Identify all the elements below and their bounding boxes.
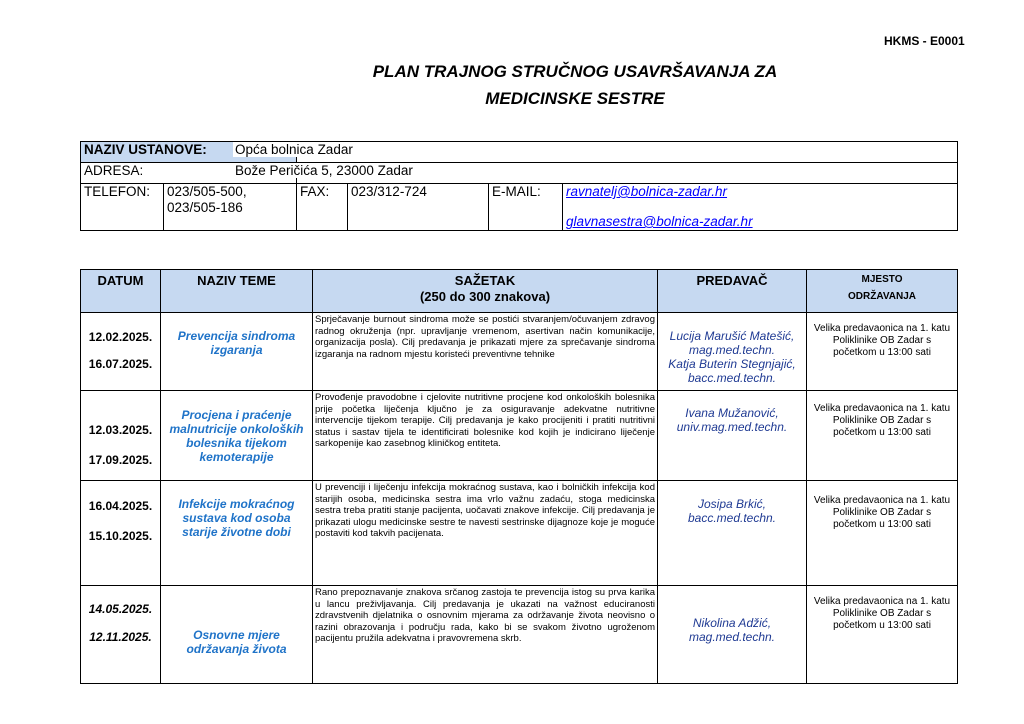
institution-table bbox=[80, 141, 958, 231]
row-dates: 12.02.2025. 16.07.2025. bbox=[81, 313, 161, 391]
row-lecturer: Ivana Mužanović, univ.mag.med.techn. bbox=[658, 391, 807, 481]
document-title-line2: MEDICINSKE SESTRE bbox=[485, 89, 665, 108]
table-row bbox=[81, 313, 958, 391]
row-topic: Osnovne mjere održavanja života bbox=[161, 586, 313, 684]
email-link-director[interactable]: ravnatelj@bolnica-zadar.hr bbox=[566, 184, 728, 199]
row-summary: Sprječavanje burnout sindroma može se postići stvaranjem/očuvanjem zdravog radnog okruženja (npr. upravljanje vremenom, asertivan način komunikacije, organizacija posla). Cilj predavanja je prikazati mjere za sprečavanje sindroma izgaranja na radnom mjestu koristeći preventivne tehnike bbox=[313, 313, 658, 391]
header-date: DATUM bbox=[81, 270, 161, 313]
header-lecturer: PREDAVAČ bbox=[658, 270, 807, 313]
phone-label: TELEFON: bbox=[81, 184, 164, 231]
row-topic: Procjena i praćenje malnutricije onkoloških bolesnika tijekom kemoterapije bbox=[161, 391, 313, 481]
plan-table bbox=[80, 269, 958, 684]
table-row bbox=[81, 481, 958, 586]
phone-number-1: 023/505-500, bbox=[167, 184, 247, 199]
document-code: HKMS - E0001 bbox=[884, 34, 965, 48]
header-summary: SAŽETAK (250 do 300 znakova) bbox=[313, 270, 658, 313]
row-dates: 14.05.2025. 12.11.2025. bbox=[81, 586, 161, 684]
row-lecturer: Lucija Marušić Matešić, mag.med.techn. Katja Buterin Stegnjajić, bacc.med.techn. bbox=[658, 313, 807, 391]
document-title-line1: PLAN TRAJNOG STRUČNOG USAVRŠAVANJA ZA bbox=[372, 62, 778, 81]
row-dates: 16.04.2025. 15.10.2025. bbox=[81, 481, 161, 586]
row-lecturer: Nikolina Adžić, mag.med.techn. bbox=[658, 586, 807, 684]
row-location: Velika predavaonica na 1. katu Poliklinike OB Zadar s početkom u 13:00 sati bbox=[807, 391, 958, 481]
email-values bbox=[563, 184, 958, 231]
fax-value: 023/312-724 bbox=[348, 184, 489, 231]
row-summary: U prevenciji i liječenju infekcija mokraćnog sustava, kao i bolničkih infekcija kod starijih osoba, medicinska sestra ima vrlo važnu zadaću, stoga medicinska sestra treba pratiti stanje pacijenta, uočavati znakove infekcije. Cilj predavanja je prikazati ulogu medicinske sestre te navesti sestrinske dijagnoze koje je moguće postaviti kod takvih pacijenata. bbox=[313, 481, 658, 586]
row-dates: 12.03.2025. 17.09.2025. bbox=[81, 391, 161, 481]
phone-value bbox=[164, 184, 297, 231]
row-topic: Prevencija sindroma izgaranja bbox=[161, 313, 313, 391]
institution-name-value: Opća bolnica Zadar bbox=[297, 142, 958, 163]
institution-name-label: NAZIV USTANOVE: bbox=[81, 142, 297, 163]
row-lecturer: Josipa Brkić, bacc.med.techn. bbox=[658, 481, 807, 586]
table-row bbox=[81, 586, 958, 684]
row-location: Velika predavaonica na 1. katu Poliklinike OB Zadar s početkom u 13:00 sati bbox=[807, 481, 958, 586]
email-link-head-nurse[interactable]: glavnasestra@bolnica-zadar.hr bbox=[566, 214, 753, 229]
row-location: Velika predavaonica na 1. katu Poliklinike OB Zadar s početkom u 13:00 sati bbox=[807, 313, 958, 391]
address-label: ADRESA: bbox=[81, 163, 297, 184]
row-topic: Infekcije mokraćnog sustava kod osoba starije životne dobi bbox=[161, 481, 313, 586]
row-location: Velika predavaonica na 1. katu Poliklinike OB Zadar s početkom u 13:00 sati bbox=[807, 586, 958, 684]
row-summary: Provođenje pravodobne i cjelovite nutritivne procjene kod onkoloških bolesnika prije početka liječenja ključno je za osiguravanje adekvatne nutritivne intervencije tijekom terapije. Cilj predavanja je kako procijeniti i pratiti nutritivni status i sastav tijela te identificirati bolesnike kod kojih je indicirano liječenje sarkopenije kao zasebnog kliničkog entiteta. bbox=[313, 391, 658, 481]
address-value: Bože Peričića 5, 23000 Zadar bbox=[297, 163, 958, 184]
email-label: E-MAIL: bbox=[489, 184, 563, 231]
phone-number-2: 023/505-186 bbox=[167, 200, 243, 215]
fax-label: FAX: bbox=[297, 184, 348, 231]
header-topic: NAZIV TEME bbox=[161, 270, 313, 313]
table-row bbox=[81, 391, 958, 481]
header-location: MJESTO ODRŽAVANJA bbox=[807, 270, 958, 313]
row-summary: Rano prepoznavanje znakova srčanog zastoja te prevencija istog su prva karika u lancu preživljavanja. Cilj predavanja je ukazati na važnost educiranosti zdravstvenih djelatnika o osnovnim mjerama za održavanje života neovisno o razini obrazovanja i području rada, kako bi se svakom životno ugroženom pacijentu pružila adekvatna i pravovremena skrb. bbox=[313, 586, 658, 684]
